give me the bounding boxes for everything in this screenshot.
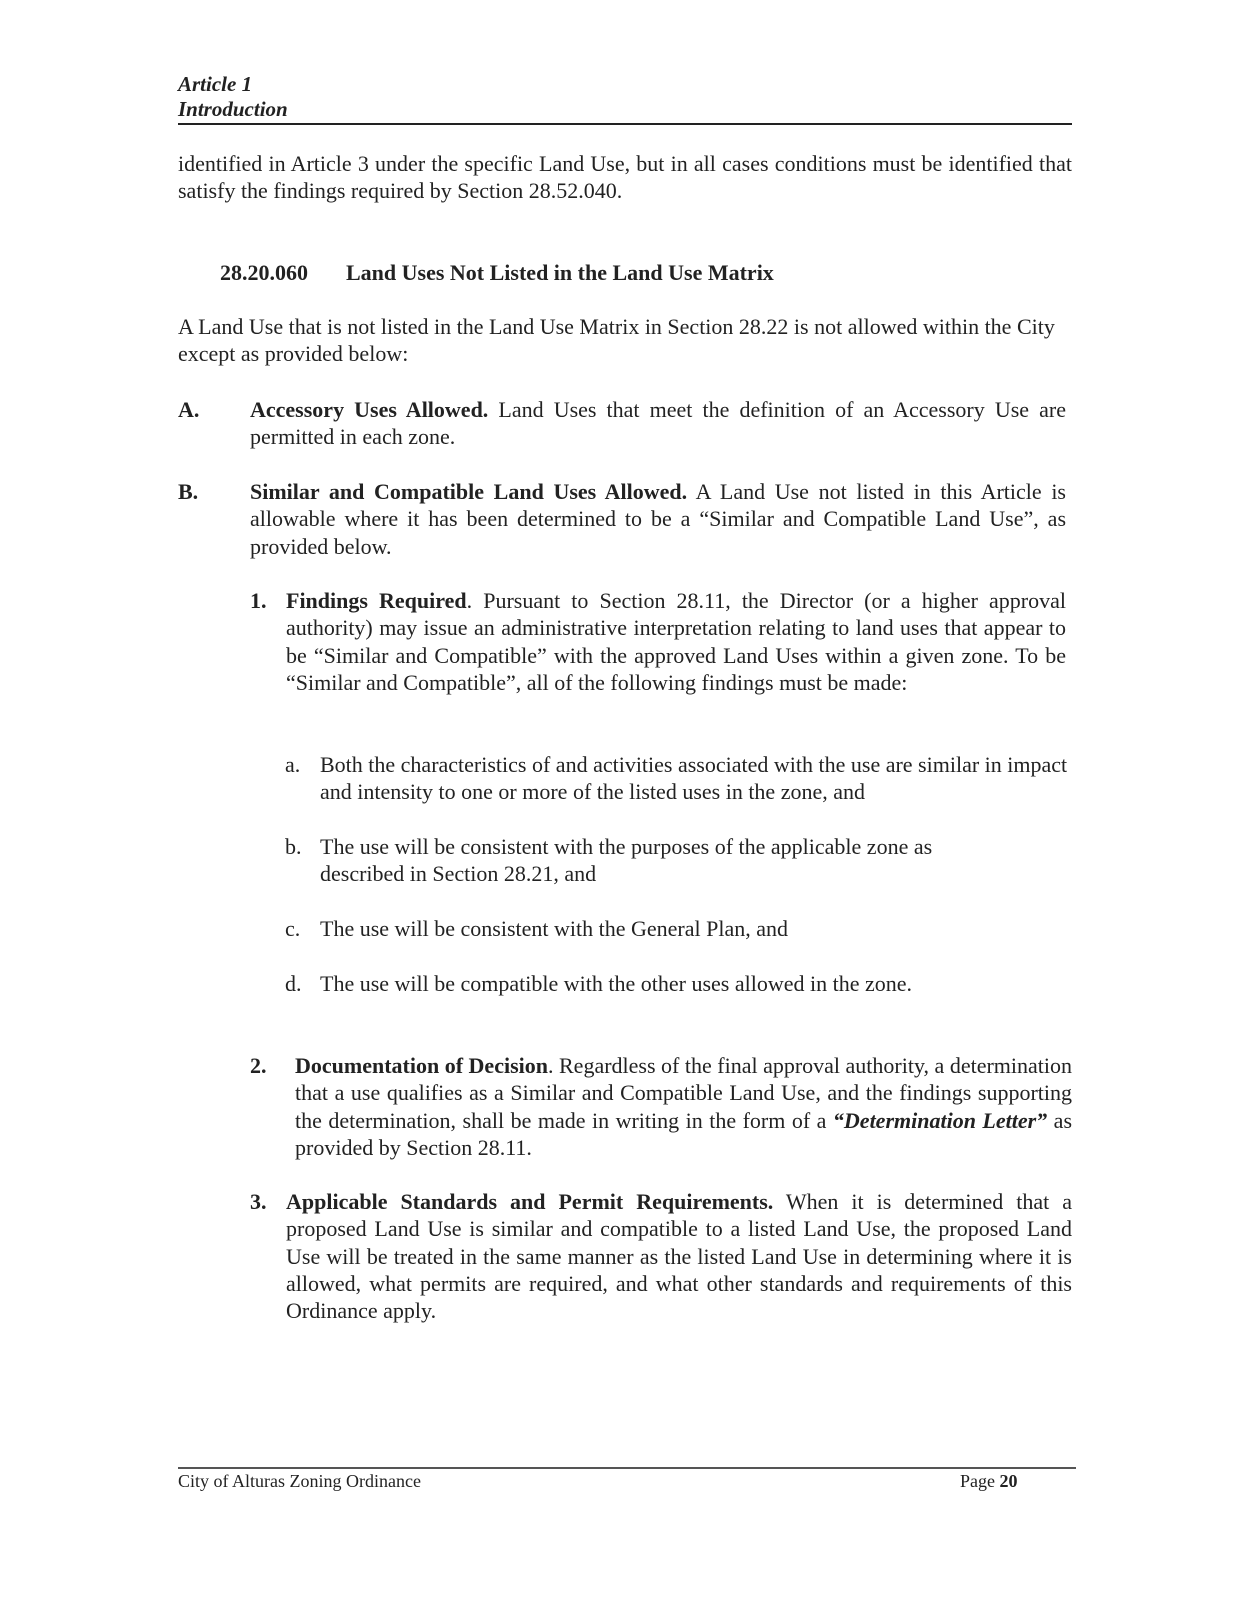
page-label: Page <box>960 1471 995 1491</box>
finding-d-label: d. <box>285 971 302 996</box>
section-title: Land Uses Not Listed in the Land Use Matrix <box>346 260 774 285</box>
finding-c-text: The use will be consistent with the General Plan, and <box>320 916 788 941</box>
item-b <box>250 478 1066 560</box>
subitem-1-heading: Findings Required <box>286 588 467 613</box>
subitem-1-text: . Pursuant to Section 28.11, the Director (or a higher approval authority) may issue an administrative interpretation relating to land uses that appear to be “Similar and Compatible” with the approved Land Uses within a given zone. To be “Similar and Compatible”, all of the following findings must be made: <box>286 588 1066 695</box>
item-b-heading: Similar and Compatible Land Uses Allowed. <box>250 479 688 504</box>
finding-b-label: b. <box>285 834 302 859</box>
finding-a-text: Both the characteristics of and activities associated with the use are similar in impact and intensity to one or more of the listed uses in the zone, and <box>320 752 1068 805</box>
finding-a-label: a. <box>285 752 301 777</box>
subitem-1-label: 1. <box>250 588 267 613</box>
header-title: Introduction <box>178 97 288 121</box>
subitem-3-heading: Applicable Standards and Permit Requirements. <box>286 1189 774 1214</box>
section-paragraph: A Land Use that is not listed in the Land Use Matrix in Section 28.22 is not allowed within the City except as provided below: <box>178 314 1055 367</box>
subitem-2-label: 2. <box>250 1053 267 1078</box>
finding-b-text: The use will be consistent with the purposes of the applicable zone as described in Section 28.21, and <box>320 834 933 887</box>
subitem-3-label: 3. <box>250 1189 267 1214</box>
header-article: Article 1 <box>178 72 253 96</box>
footer-title: City of Alturas Zoning Ordinance <box>178 1471 421 1491</box>
subitem-3 <box>286 1188 1072 1324</box>
finding-d-text: The use will be compatible with the other uses allowed in the zone. <box>320 971 913 996</box>
intro-paragraph: identified in Article 3 under the specific Land Use, but in all cases conditions must be identified that satisfy the findings required by Section 28.52.040. <box>178 151 1072 204</box>
subitem-2-text: . Regardless of the final approval authority, a determination that a use qualifies as a Similar and Compatible Land Use, and the findings supporting the determination, shall be made in writing in the form of a <box>295 1053 1072 1133</box>
page-number: 20 <box>999 1471 1018 1491</box>
section-number: 28.20.060 <box>220 260 308 285</box>
item-a-label: A. <box>178 397 200 422</box>
subitem-3-text: When it is determined that a proposed Land Use is similar and compatible to a listed Land Use, the proposed Land Use will be treated in the same manner as the listed Land Use in determining where it is allowed, what permits are required, and what other standards and requirements of this Ordinance apply. <box>286 1189 1072 1324</box>
subitem-2 <box>295 1052 1072 1161</box>
item-b-text: A Land Use not listed in this Article is allowable where it has been determined to be a “Similar and Compatible Land Use”, as provided below. <box>250 479 1066 559</box>
item-b-label: B. <box>178 479 199 504</box>
header-rule <box>178 123 1072 125</box>
item-a-text: Land Uses that meet the definition of an Accessory Use are permitted in each zone. <box>250 397 1066 450</box>
item-a <box>250 396 1066 451</box>
subitem-2-text-end: as provided by Section 28.11. <box>295 1107 1073 1160</box>
determination-letter: “Determination Letter” <box>832 1107 1048 1133</box>
subitem-2-heading: Documentation of Decision <box>295 1053 548 1078</box>
subitem-1 <box>286 587 1066 696</box>
footer-rule <box>178 1467 1076 1469</box>
footer-page <box>960 1470 1018 1492</box>
item-a-heading: Accessory Uses Allowed. <box>250 397 489 422</box>
finding-c-label: c. <box>285 916 301 941</box>
